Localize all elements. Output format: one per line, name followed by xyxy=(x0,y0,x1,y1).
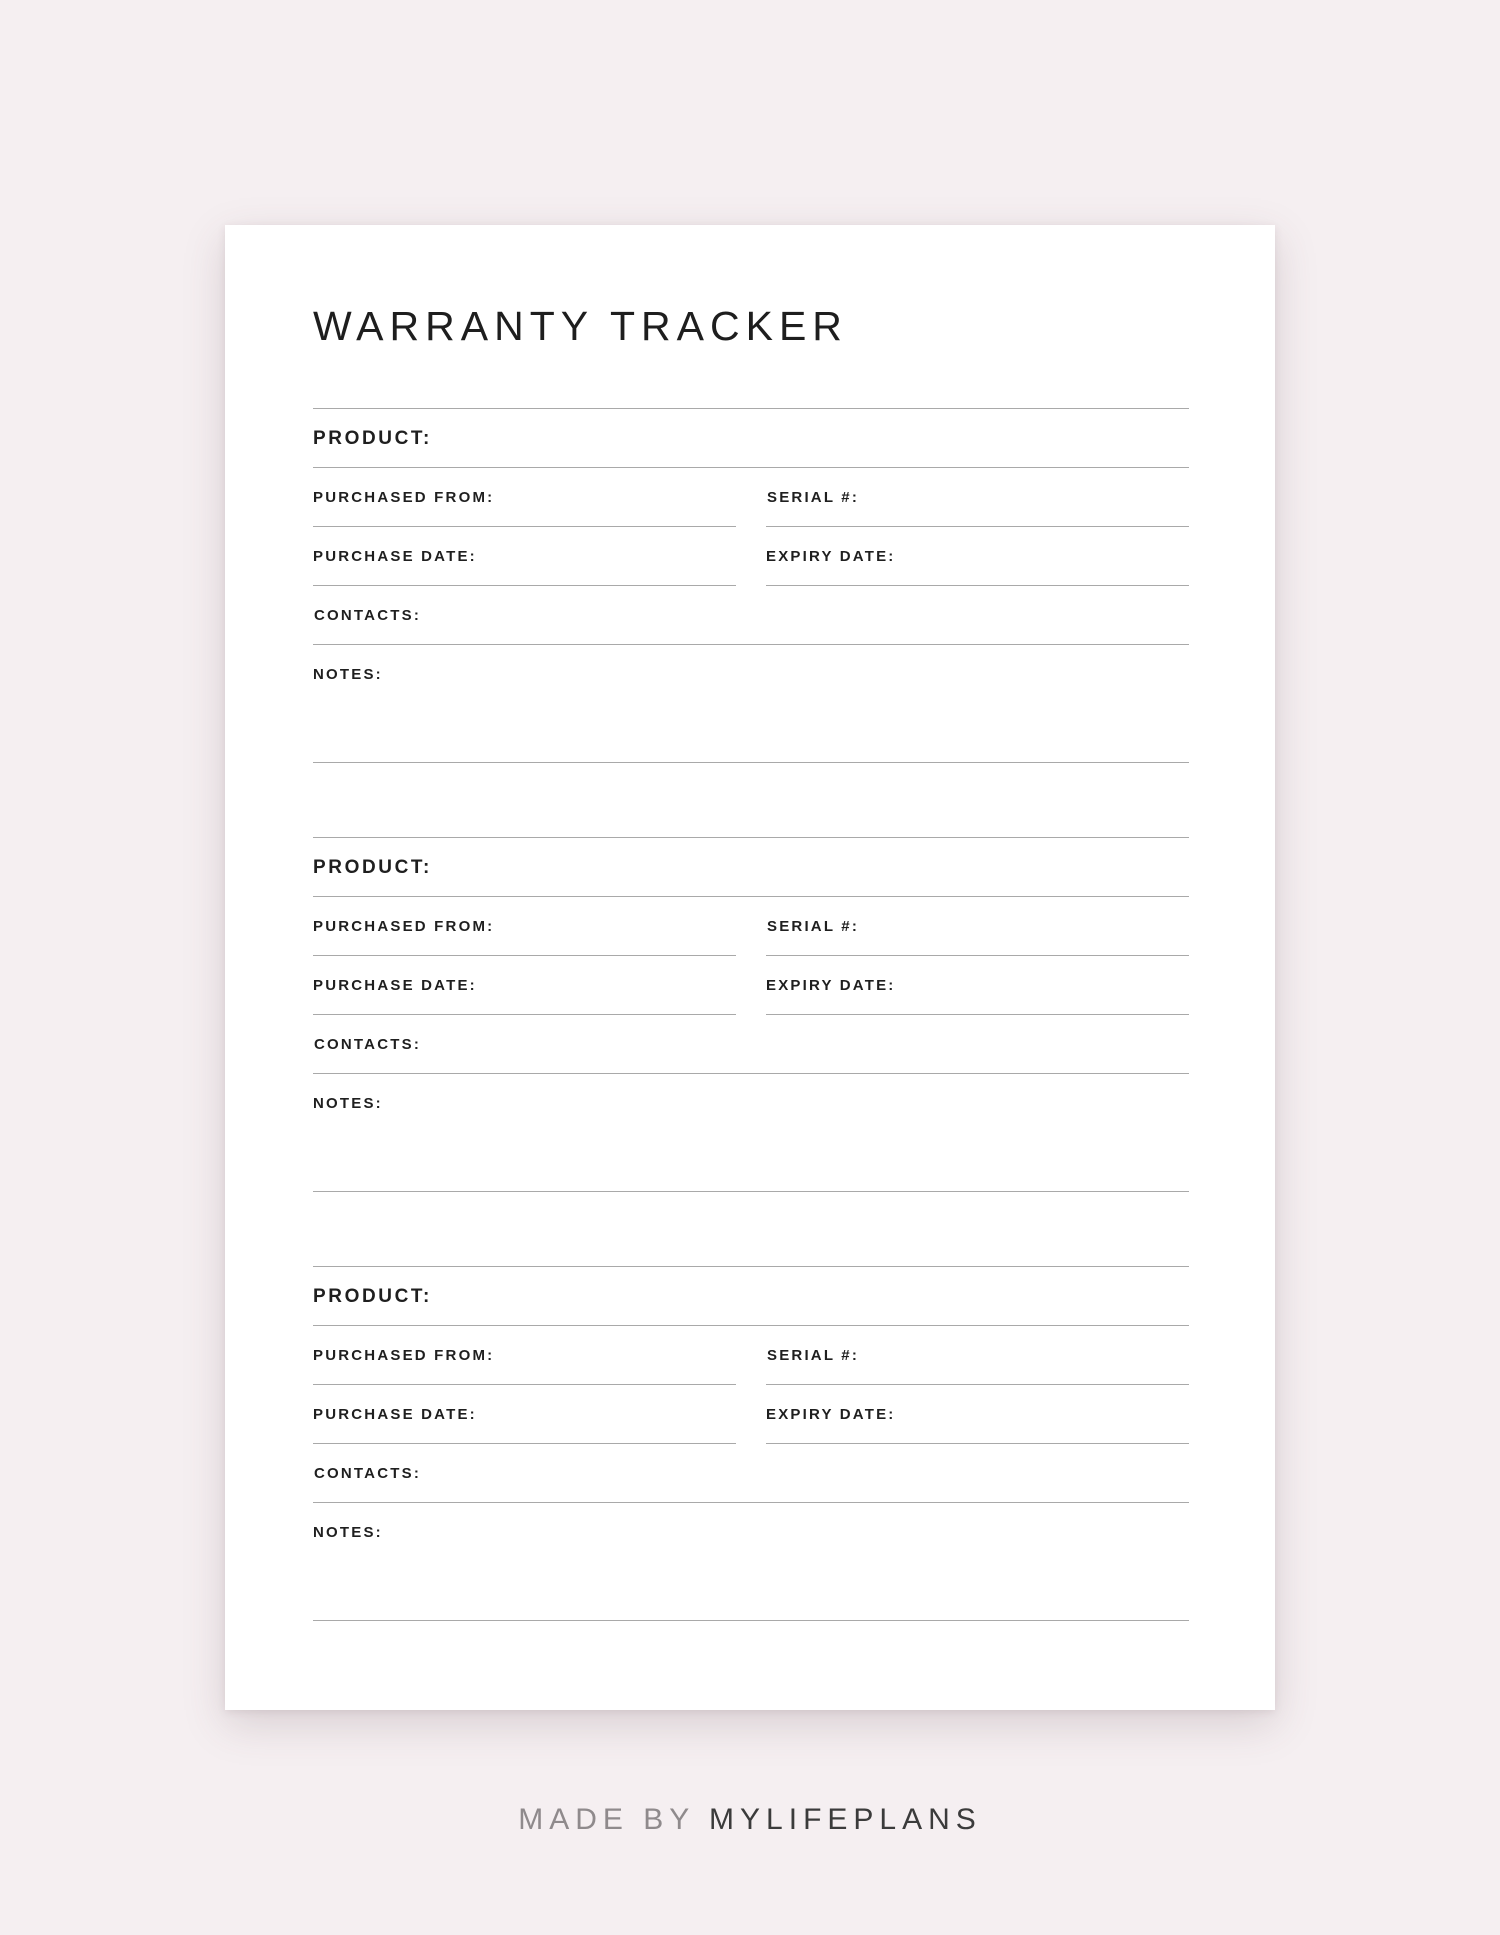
notes-label: NOTES: xyxy=(313,666,383,683)
contacts-label: CONTACTS: xyxy=(314,607,422,624)
serial-line[interactable] xyxy=(766,1384,1189,1385)
footer-brand: MYLIFEPLANS xyxy=(709,1803,982,1836)
footer-prefix: MADE BY xyxy=(518,1803,710,1836)
notes-line[interactable] xyxy=(313,1191,1189,1192)
purchase-date-label: PURCHASE DATE: xyxy=(313,1406,477,1423)
serial-line[interactable] xyxy=(766,955,1189,956)
divider-line xyxy=(313,837,1189,838)
purchase-date-line[interactable] xyxy=(313,1443,736,1444)
product-label: PRODUCT: xyxy=(313,857,432,878)
expiry-date-line[interactable] xyxy=(766,1443,1189,1444)
purchased-from-line[interactable] xyxy=(313,1384,736,1385)
expiry-date-line[interactable] xyxy=(766,1014,1189,1015)
printable-sheet xyxy=(225,225,1275,1710)
warranty-entry-3 xyxy=(313,1266,1189,1620)
contacts-line[interactable] xyxy=(313,644,1189,645)
expiry-date-label: EXPIRY DATE: xyxy=(766,548,896,565)
purchased-from-label: PURCHASED FROM: xyxy=(313,489,495,506)
contacts-label: CONTACTS: xyxy=(314,1465,422,1482)
warranty-entry-2 xyxy=(313,837,1189,1191)
purchase-date-line[interactable] xyxy=(313,585,736,586)
notes-label: NOTES: xyxy=(313,1095,383,1112)
serial-label: SERIAL #: xyxy=(767,918,860,935)
purchased-from-line[interactable] xyxy=(313,526,736,527)
product-label: PRODUCT: xyxy=(313,428,432,449)
purchase-date-label: PURCHASE DATE: xyxy=(313,548,477,565)
contacts-label: CONTACTS: xyxy=(314,1036,422,1053)
purchased-from-label: PURCHASED FROM: xyxy=(313,1347,495,1364)
product-line[interactable] xyxy=(313,467,1189,468)
divider-line xyxy=(313,1266,1189,1267)
expiry-date-label: EXPIRY DATE: xyxy=(766,1406,896,1423)
product-label: PRODUCT: xyxy=(313,1286,432,1307)
footer-credit xyxy=(0,1803,1500,1837)
product-line[interactable] xyxy=(313,1325,1189,1326)
contacts-line[interactable] xyxy=(313,1073,1189,1074)
warranty-entry-1 xyxy=(313,408,1189,762)
page-title: WARRANTY TRACKER xyxy=(313,303,848,349)
expiry-date-label: EXPIRY DATE: xyxy=(766,977,896,994)
serial-line[interactable] xyxy=(766,526,1189,527)
purchase-date-label: PURCHASE DATE: xyxy=(313,977,477,994)
notes-label: NOTES: xyxy=(313,1524,383,1541)
product-line[interactable] xyxy=(313,896,1189,897)
purchased-from-line[interactable] xyxy=(313,955,736,956)
serial-label: SERIAL #: xyxy=(767,1347,860,1364)
serial-label: SERIAL #: xyxy=(767,489,860,506)
expiry-date-line[interactable] xyxy=(766,585,1189,586)
contacts-line[interactable] xyxy=(313,1502,1189,1503)
notes-line[interactable] xyxy=(313,1620,1189,1621)
purchased-from-label: PURCHASED FROM: xyxy=(313,918,495,935)
notes-line[interactable] xyxy=(313,762,1189,763)
purchase-date-line[interactable] xyxy=(313,1014,736,1015)
divider-line xyxy=(313,408,1189,409)
